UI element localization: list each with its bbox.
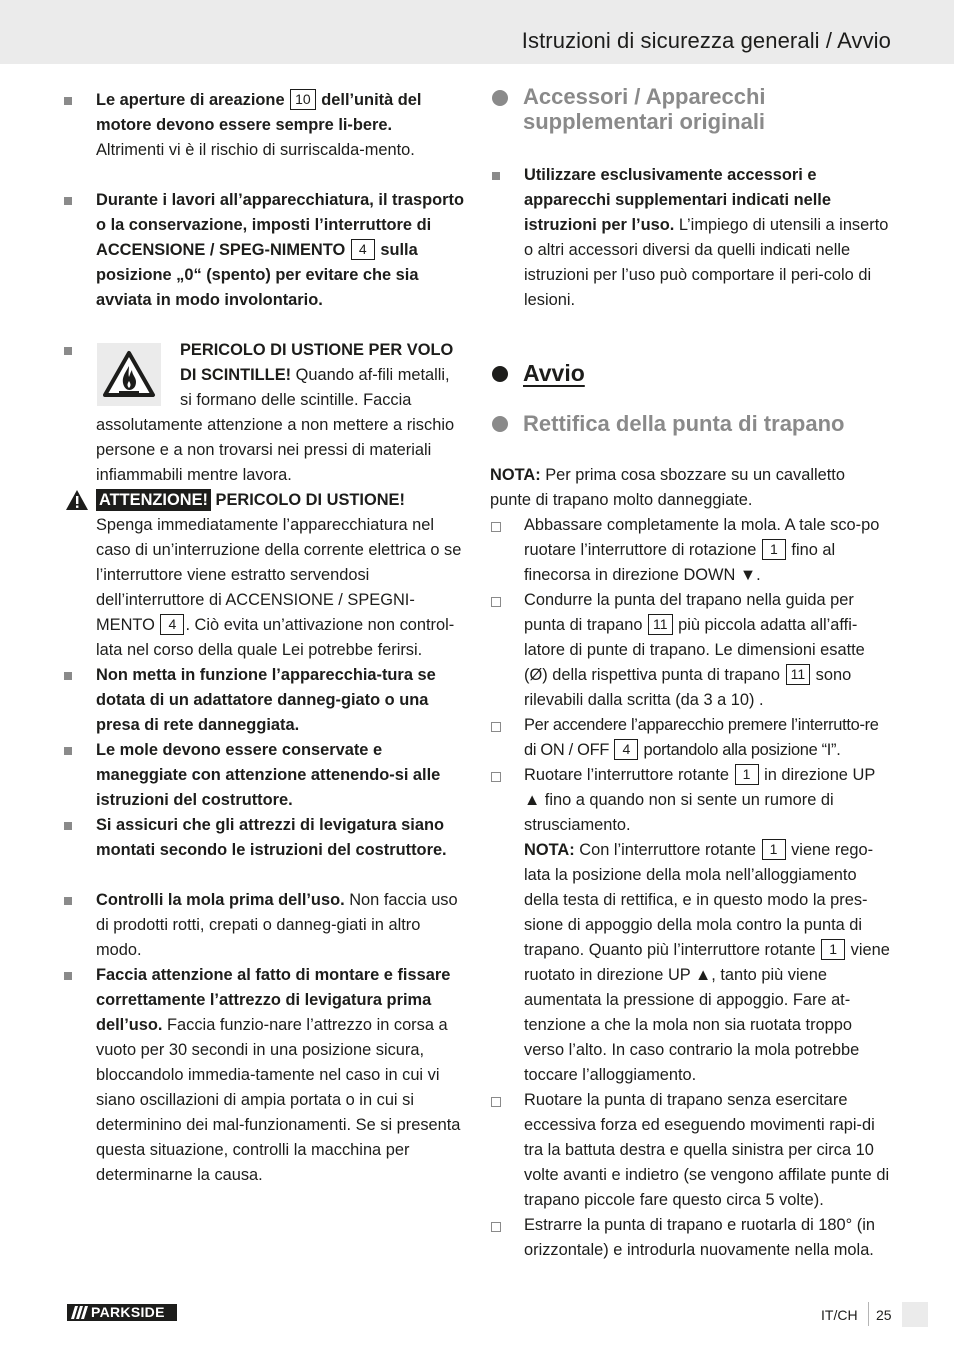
list-item: Utilizzare esclusivamente accessori e apparecchi supplementari indicati nelle istruzioni per l’uso. L’impiego di utensili a inserto o altri accessori diversi da quelli indicati nelle istruzioni per l’uso può comportare il peri-colo di lesioni. — [490, 163, 890, 313]
logo-stripes-icon — [71, 1306, 89, 1319]
list-item: Le mole devono essere conservate e maneggiate con attenzione attenendo-si alle istruzioni del costruttore. — [62, 738, 464, 813]
bullet-square-icon — [64, 672, 72, 680]
part-ref: 4 — [160, 614, 184, 635]
checkbox-bullet-icon — [491, 1222, 501, 1232]
checkbox-bullet-icon — [491, 722, 501, 732]
part-ref: 4 — [614, 739, 638, 760]
step-item: Condurre la punta del trapano nella guida per punta di trapano 11 più piccola adatta all’affi-latore di punte di trapano. Le dimensioni esatte (Ø) della rispettiva punta di trapano 11 sono rilevabili dalla scritta (da 3 a 10) . — [490, 588, 890, 713]
section-heading-accessori: Accessori / Apparecchi supplementari originali — [490, 84, 890, 134]
bullet-square-icon — [492, 172, 500, 180]
bullet-square-icon — [64, 747, 72, 755]
part-ref: 1 — [762, 539, 786, 560]
bullet-square-icon — [64, 347, 72, 355]
step-item: Ruotare l’interruttore rotante 1 in direzione UP ▲ fino a quando non si sente un rumore di strusciamento. — [490, 763, 890, 838]
parkside-logo: PARKSIDE — [67, 1304, 177, 1321]
bullet-square-icon — [64, 197, 72, 205]
checkbox-bullet-icon — [491, 1097, 501, 1107]
footer-tab — [902, 1302, 928, 1327]
step-item: Abbassare completamente la mola. A tale sco-po ruotare l’interruttore di rotazione 1 fino al finecorsa in direzione DOWN ▼. — [490, 513, 890, 588]
heading-dot-icon — [492, 90, 508, 106]
checkbox-bullet-icon — [491, 522, 501, 532]
attention-badge: ATTENZIONE! — [96, 489, 211, 511]
bullet-square-icon — [64, 97, 72, 105]
page-header — [0, 0, 954, 64]
list-item: Le aperture di areazione 10 dell’unità del motore devono essere sempre li-bere. Altrimenti vi è il rischio di surriscalda-mento. — [62, 88, 464, 163]
fire-hazard-icon — [97, 343, 161, 406]
list-item: ATTENZIONE! PERICOLO DI USTIONE! Spenga immediatamente l’apparecchiatura nel caso di un’interruzione della corrente elettrica o se l’interruttore viene estratto servendosi dell’interruttore di ACCENSIONE / SPEGNI-MENTO 4 . Ciò evita un’attivazione non control-lata nel corso della quale Lei potrebbe ferirsi. — [62, 488, 464, 663]
bullet-square-icon — [64, 822, 72, 830]
part-ref: 10 — [290, 89, 316, 110]
list-item: Si assicuri che gli attrezzi di levigatura siano montati secondo le istruzioni del costruttore. — [62, 813, 464, 863]
warning-triangle-icon — [65, 489, 89, 511]
bullet-square-icon — [64, 897, 72, 905]
heading-dot-icon — [492, 366, 508, 382]
heading-dot-icon — [492, 416, 508, 432]
section-heading-rettifica: Rettifica della punta di trapano — [490, 409, 844, 439]
step-item: Per accendere l’apparecchio premere l’interrutto-re di ON / OFF 4 portandolo alla posizione “I”. — [490, 713, 890, 763]
page-title: Istruzioni di sicurezza generali / Avvio — [521, 28, 891, 53]
step-note: NOTA: Con l’interruttore rotante 1 viene rego-lata la posizione della mola nell’alloggiamento della testa di rettifica, e in questo modo la pres-sione di appoggio della mola contro la punta di trapano. Quanto più l’interruttore rotante 1 viene ruotato in direzione UP ▲, tanto più viene aumentata la pressione di appoggio. Fare at-tenzione a che la mola non sia ruotata troppo verso l’alto. In caso contrario la mola potrebbe toccare l’alloggiamento. — [524, 841, 890, 1084]
checkbox-bullet-icon — [491, 597, 501, 607]
checkbox-bullet-icon — [491, 772, 501, 782]
part-ref: 1 — [735, 764, 759, 785]
list-item: Durante i lavori all’apparecchiatura, il trasporto o la conservazione, imposti l’interruttore di ACCENSIONE / SPEG-NIMENTO 4 sulla posizione „0“ (spento) per evitare che sia avviata in modo involontario. — [62, 188, 464, 313]
section-heading-avvio: Avvio — [490, 358, 585, 388]
list-item: PERICOLO DI USTIONE PER VOLO DI SCINTILLE! Quando af-fili metalli, si formano delle scintille. Faccia assolutamente attenzione a non mettere a rischio persone e a non trovarsi nei pressi di materiali infiammabili mentre lavora. — [62, 338, 464, 488]
list-item: Controlli la mola prima dell’uso. Non faccia uso di prodotti rotti, crepati o danneg-giati in altro modo. — [62, 888, 464, 963]
bullet-square-icon — [64, 972, 72, 980]
step-item: Ruotare la punta di trapano senza esercitare eccessiva forza ed eseguendo movimenti rapi-di tra la battuta destra e quella sinistra per circa 10 volte avanti e indietro (se vengono affilate punte di trapano piccole fare questo circa 5 volte). — [490, 1088, 890, 1213]
page-number: 25 — [876, 1307, 892, 1323]
list-item: Non metta in funzione l’apparecchia-tura se dotata di un adattatore danneg-giato o una presa di rete danneggiata. — [62, 663, 464, 738]
part-ref: 11 — [648, 614, 673, 635]
part-ref: 4 — [351, 239, 375, 260]
step-item: Estrarre la punta di trapano e ruotarla di 180° (in orizzontale) e introdurla nuovamente nella mola. — [490, 1213, 890, 1263]
footer-locale: IT/CH — [821, 1307, 858, 1323]
part-ref: 11 — [786, 664, 811, 685]
footer-divider — [868, 1302, 869, 1326]
note-paragraph: NOTA: Per prima cosa sbozzare su un cavalletto punte di trapano molto danneggiate. — [490, 466, 845, 509]
part-ref: 1 — [762, 839, 786, 860]
list-item: Faccia attenzione al fatto di montare e fissare correttamente l’attrezzo di levigatura prima dell’uso. Faccia funzio-nare l’attrezzo in corsa a vuoto per 30 secondi in una posizione sicura, bloccandolo immedia-tamente nel caso in cui vi siano oscillazioni di ampia portata o in cui si determinino dei mal-funzionamenti. Se si presenta questa situazione, controlli la macchina per determinarne la causa. — [62, 963, 464, 1188]
part-ref: 1 — [821, 939, 845, 960]
